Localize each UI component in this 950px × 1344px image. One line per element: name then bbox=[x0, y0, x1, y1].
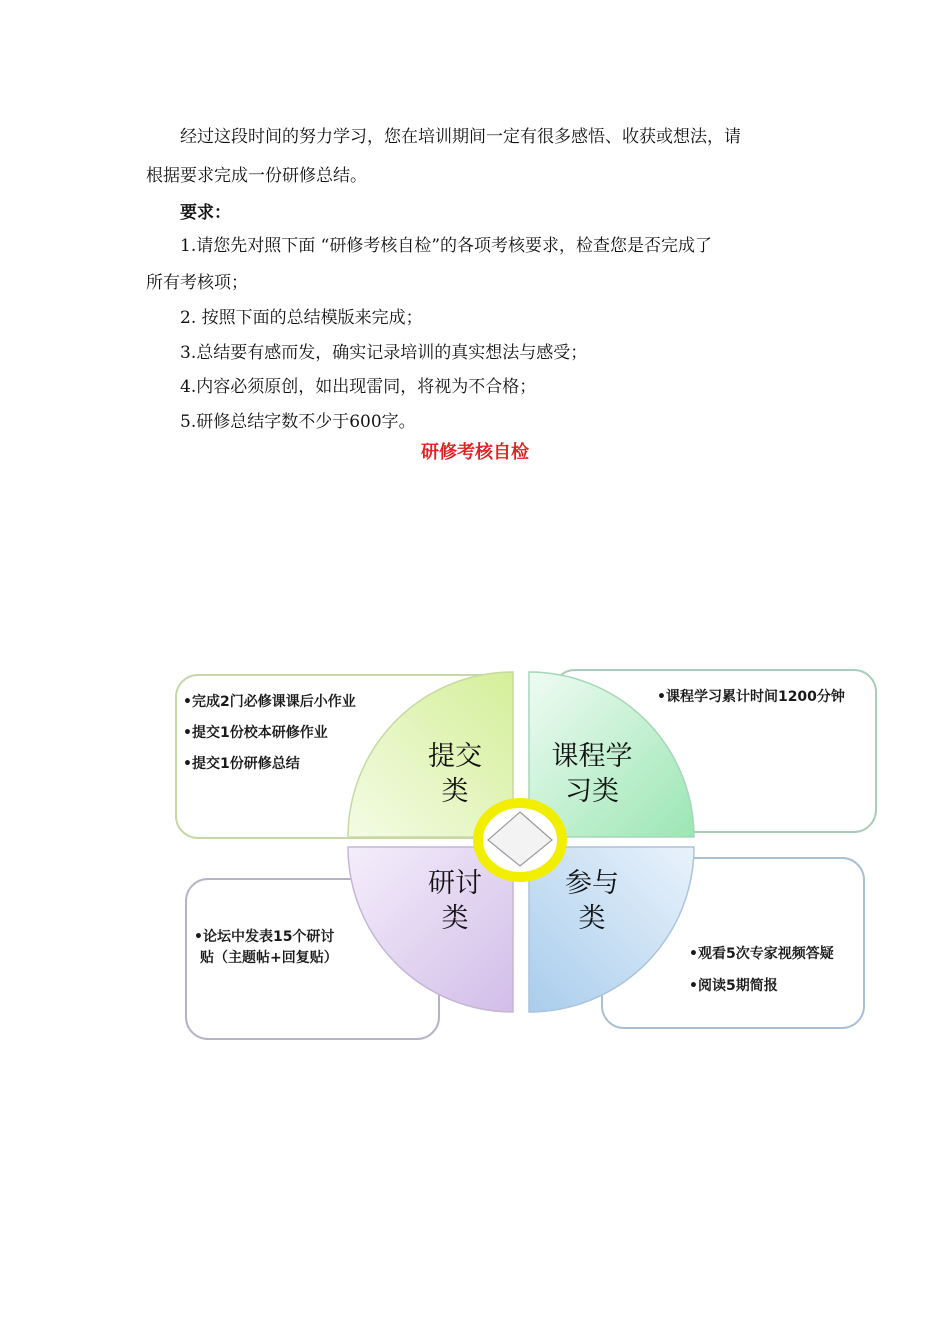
submit-label-line-2: 类 bbox=[441, 776, 469, 807]
submit-item-2: •提交1份校本研修作业 bbox=[183, 725, 328, 741]
intro-line-1: 经过这段时间的努力学习，您在培训期间一定有很多感悟、收获或想法，请 bbox=[180, 127, 741, 147]
discuss-label-line-1: 研讨 bbox=[428, 868, 482, 899]
submit-label-line-1: 提交 bbox=[428, 741, 482, 772]
requirement-item-1-line-1: 1.请您先对照下面 “研修考核自检”的各项考核要求，检查您是否完成了 bbox=[180, 236, 713, 256]
participate-item-1: •观看5次专家视频答疑 bbox=[689, 946, 834, 962]
participate-label-line-2: 类 bbox=[578, 903, 606, 934]
participate-label-line-1: 参与 bbox=[565, 868, 619, 899]
course-label-line-1: 课程学 bbox=[551, 741, 633, 772]
requirement-item-3: 3.总结要有感而发，确实记录培训的真实想法与感受； bbox=[180, 343, 588, 363]
requirement-item-1-line-2: 所有考核项； bbox=[146, 273, 248, 293]
discuss-item-line-2: 贴（主题帖+回复贴） bbox=[200, 950, 338, 966]
participate-item-2: •阅读5期简报 bbox=[689, 978, 778, 994]
requirements-heading: 要求： bbox=[180, 203, 231, 223]
requirement-item-4: 4.内容必须原创，如出现雷同，将视为不合格； bbox=[180, 377, 537, 397]
requirement-item-5: 5.研修总结字数不少于600字。 bbox=[180, 412, 416, 432]
course-label-line-2: 习类 bbox=[565, 776, 619, 807]
submit-item-3: •提交1份研修总结 bbox=[183, 756, 300, 772]
requirement-item-2: 2. 按照下面的总结模版来完成； bbox=[180, 308, 423, 328]
diagram-title: 研修考核自检 bbox=[421, 442, 529, 463]
discuss-label-line-2: 类 bbox=[441, 903, 469, 934]
course-item-1: •课程学习累计时间1200分钟 bbox=[657, 689, 845, 705]
submit-item-1: •完成2门必修课课后小作业 bbox=[183, 694, 356, 710]
discuss-item-line-1: •论坛中发表15个研讨 bbox=[194, 929, 335, 945]
intro-line-2: 根据要求完成一份研修总结。 bbox=[146, 166, 367, 186]
